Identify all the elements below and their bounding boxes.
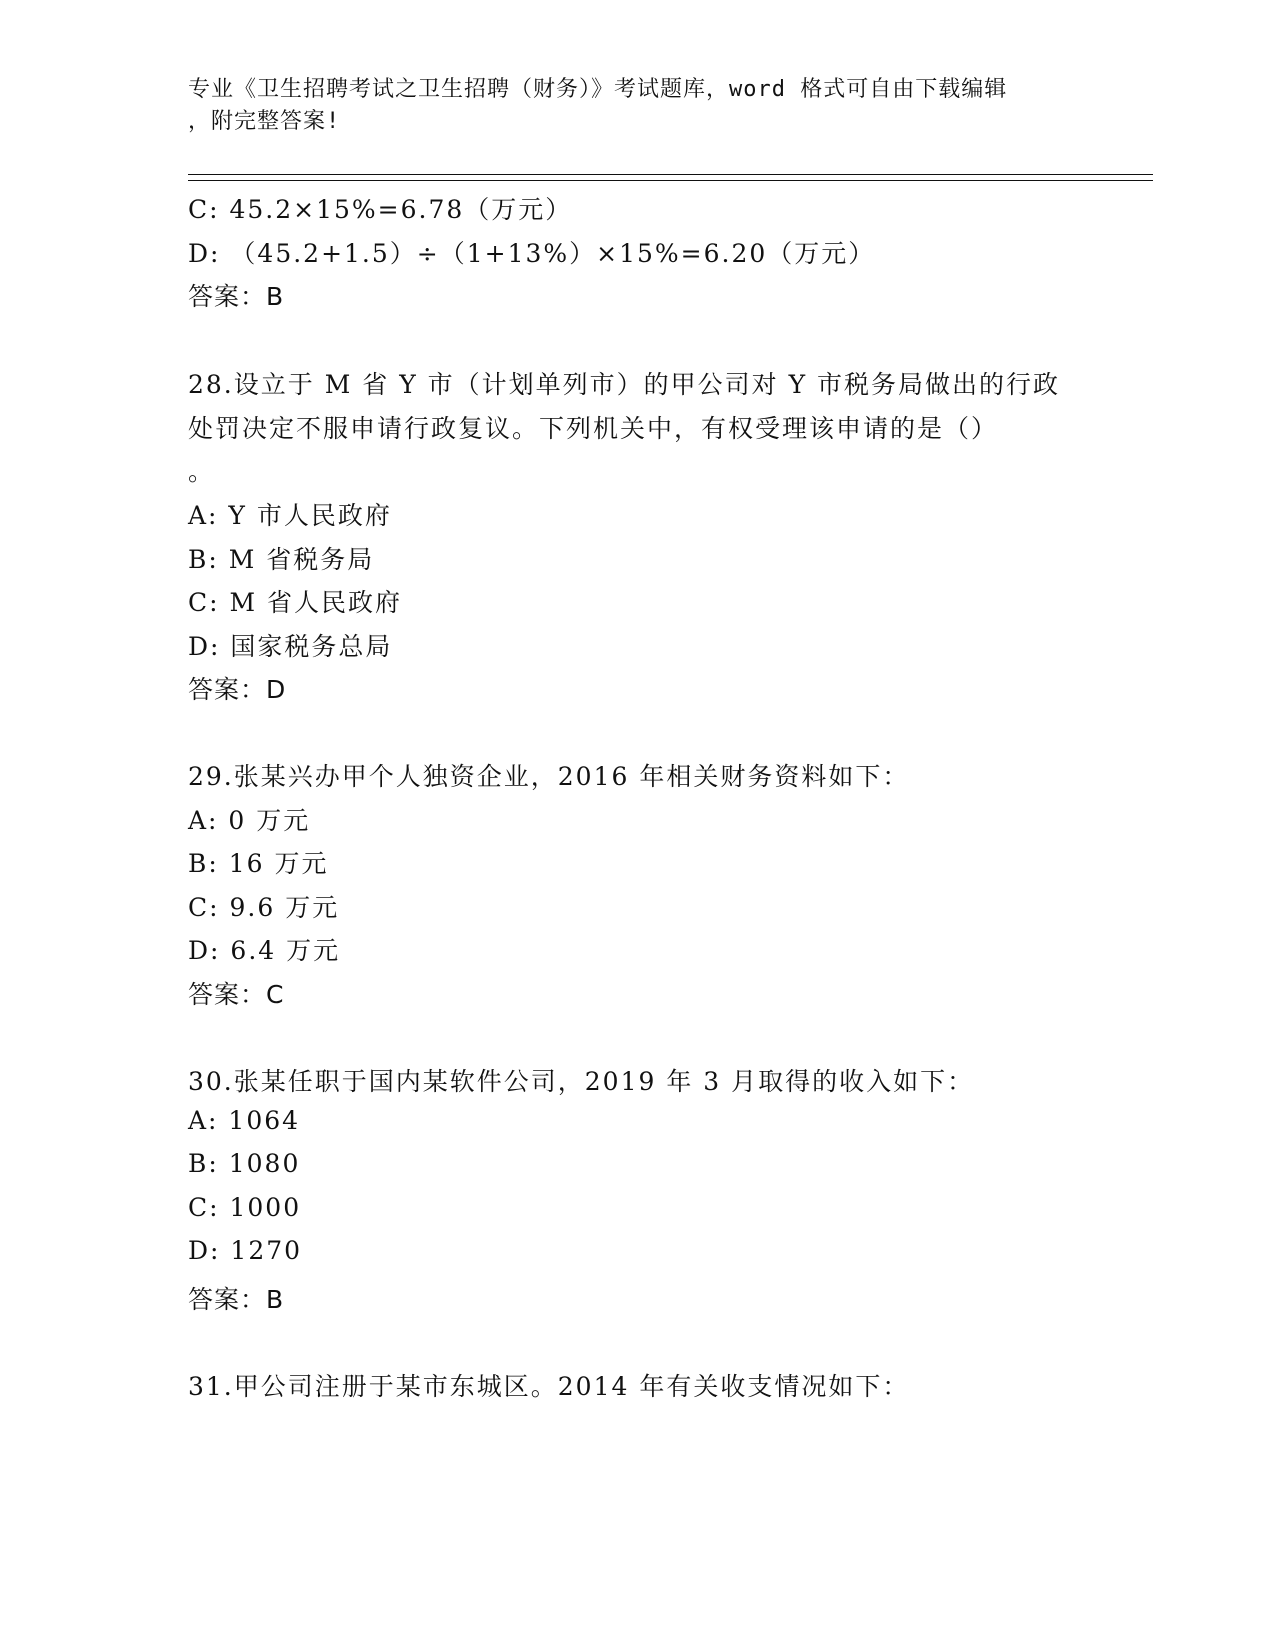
header-rule-top (188, 174, 1153, 175)
q28-answer: 答案：D (188, 675, 287, 704)
q28-option-b: B: M 省税务局 (188, 545, 375, 574)
q30-option-b: B: 1080 (188, 1149, 301, 1178)
q29-answer: 答案：C (188, 980, 285, 1009)
q30-option-a: A: 1064 (188, 1106, 301, 1135)
document-header (188, 74, 1088, 138)
prev-option-d: D: （45.2+1.5）÷（1+13%）×15%=6.20（万元） (188, 239, 876, 268)
q30-answer: 答案：B (188, 1285, 285, 1314)
q28-option-d: D: 国家税务总局 (188, 632, 393, 661)
q28-option-a: A: Y 市人民政府 (188, 501, 392, 530)
q29-option-d: D: 6.4 万元 (188, 936, 341, 965)
q29-option-a: A: 0 万元 (188, 806, 311, 835)
q30-option-c: C: 1000 (188, 1193, 302, 1222)
q30-option-d: D: 1270 (188, 1236, 303, 1265)
q29-option-c: C: 9.6 万元 (188, 893, 340, 922)
q29-stem: 29.张某兴办甲个人独资企业，2016 年相关财务资料如下： (188, 762, 910, 791)
q31-stem: 31.甲公司注册于某市东城区。2014 年有关收支情况如下： (188, 1372, 910, 1401)
q28-stem-line-2: 处罚决定不服申请行政复议。下列机关中，有权受理该申请的是（） (188, 414, 999, 443)
header-line-1: 专业《卫生招聘考试之卫生招聘（财务）》考试题库，word 格式可自由下载编辑 (188, 77, 1008, 102)
q30-stem: 30.张某任职于国内某软件公司，2019 年 3 月取得的收入如下： (188, 1067, 975, 1096)
q28-option-c: C: M 省人民政府 (188, 588, 403, 617)
prev-answer: 答案：B (188, 282, 285, 311)
header-rule-bottom (188, 180, 1153, 181)
header-line-2: ，附完整答案! (188, 109, 341, 134)
prev-option-c: C: 45.2×15%=6.78（万元） (188, 195, 573, 224)
q29-option-b: B: 16 万元 (188, 849, 329, 878)
q28-stem-line-1: 28.设立于 M 省 Y 市（计划单列市）的甲公司对 Y 市税务局做出的行政 (188, 370, 1061, 399)
q28-stem-line-3: 。 (188, 457, 216, 486)
